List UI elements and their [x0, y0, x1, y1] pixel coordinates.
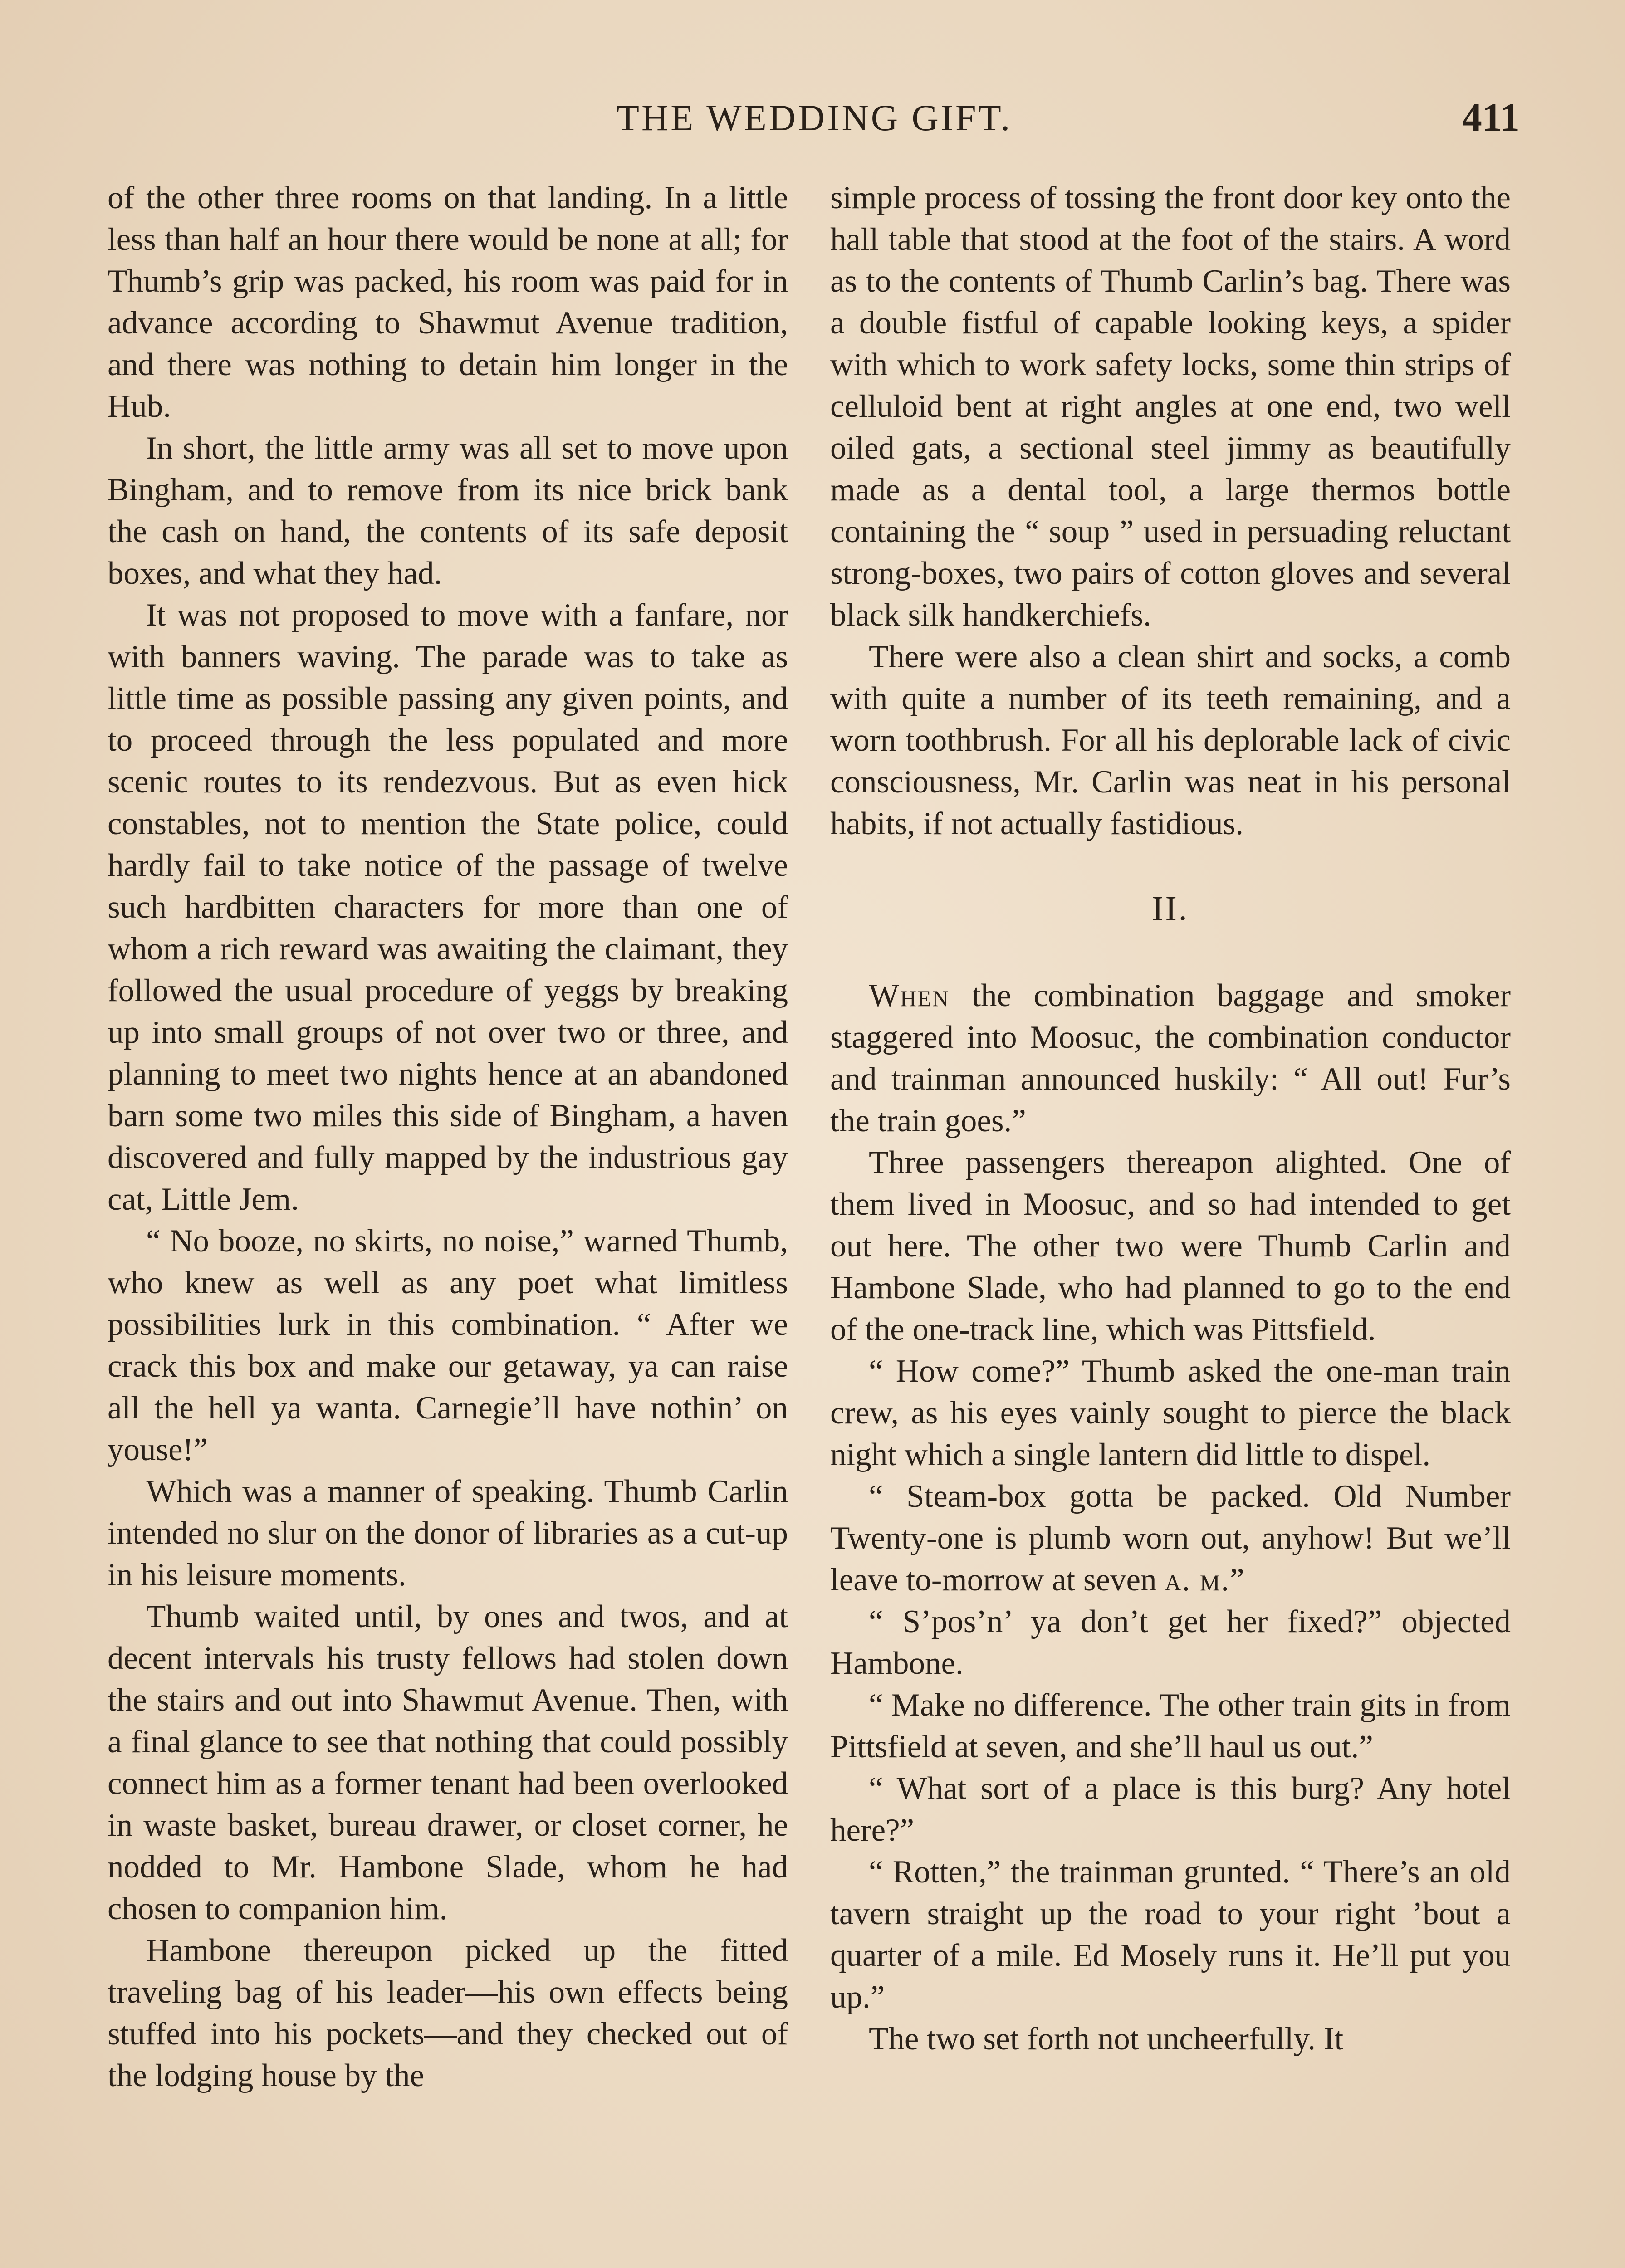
paragraph: In short, the little army was all set to move upon Bingham, and to remove from its nice brick bank the cash on hand, the contents of its safe deposit boxes, and what they had. — [108, 430, 788, 591]
paragraph: Which was a manner of speaking. Thumb Carlin intended no slur on the donor of libraries as a cut-up in his leisure moments. — [108, 1474, 788, 1593]
paragraph — [830, 1476, 1511, 1601]
paragraph: Hambone thereupon picked up the fitted traveling bag of his leader—his own effects being stuffed into his pockets—and they checked out of the lodging house by the — [108, 1933, 788, 2093]
page-header — [109, 91, 1520, 145]
paragraph: The two set forth not uncheerfully. It — [869, 2021, 1344, 2057]
time-abbreviation: a. m. — [1165, 1562, 1230, 1598]
drop-lead-word: When — [869, 978, 950, 1013]
paragraph: “ How come?” Thumb asked the one-man train crew, as his eyes vainly sought to pierce the black night which a single lantern did little to dispel. — [830, 1354, 1511, 1472]
left-column — [108, 177, 788, 2268]
page-number: 411 — [1462, 96, 1520, 140]
paragraph: simple process of tossing the front door key onto the hall table that stood at the foot of the stairs. A word as to the contents of Thumb Carlin’s bag. There was a double fistful of capable looking keys, a spider with which to work safety locks, some thin strips of celluloid bent at right angles at one end, two well oiled gats, a sectional steel jimmy as beautifully made as a dental tool, a large thermos bottle containing the “ soup ” used in persuading reluctant strong-boxes, two pairs of cotton gloves and several black silk handkerchiefs. — [830, 180, 1511, 633]
paragraph: Thumb waited until, by ones and twos, and at decent intervals his trusty fellows had stolen down the stairs and out into Shawmut Avenue. Then, with a final glance to see that nothing that could possibly connect him as a former tenant had been overlooked in waste basket, bureau drawer, or closet corner, he nodded to Mr. Hambone Slade, whom he had chosen to companion him. — [108, 1599, 788, 1926]
paragraph: “ What sort of a place is this burg? Any hotel here?” — [830, 1771, 1511, 1848]
paragraph: It was not proposed to move with a fanfare, nor with banners waving. The parade was to take as little time as possible passing any given points, and to proceed through the less populated and more scenic routes to its rendezvous. But as even hick constables, not to mention the State police, could hardly fail to take notice of the passage of twelve such hardbitten characters for more than one of whom a rich reward was awaiting the claimant, they followed the usual procedure of yeggs by breaking up into small groups of not over two or three, and planning to meet two nights hence at an abandoned barn some two miles this side of Bingham, a haven discovered and fully mapped by the industrious gay cat, Little Jem. — [108, 597, 788, 1217]
paragraph: There were also a clean shirt and socks, a comb with quite a number of its teeth remaining, and a worn toothbrush. For all his deplorable lack of civic consciousness, Mr. Carlin was neat in his personal habits, if not actually fastidious. — [830, 639, 1511, 841]
paragraph: “ S’pos’n’ ya don’t get her fixed?” objected Hambone. — [830, 1604, 1511, 1681]
paragraph: Three passengers thereapon alighted. One of them lived in Moosuc, and so had intended to get out here. The other two were Thumb Carlin and Hambone Slade, who had planned to go to the end of the one-track line, which was Pittsfield. — [830, 1145, 1511, 1347]
section-heading: II. — [1152, 890, 1189, 928]
paragraph-text: the combination baggage and smoker staggered into Moosuc, the combination conductor and trainman announced huskily: “ All out! Fur’s the train goes.” — [830, 978, 1511, 1139]
paragraph — [830, 975, 1511, 1142]
right-column — [830, 177, 1511, 2268]
paragraph-text: “ Steam-box gotta be packed. Old Number Twenty-one is plumb worn out, anyhow! But we’ll leave to-morrow at seven — [830, 1479, 1511, 1598]
paragraph: “ Rotten,” the trainman grunted. “ There’s an old tavern straight up the road to your right ’bout a quarter of a mile. Ed Mosely runs it. He’ll put you up.” — [830, 1854, 1511, 2015]
running-title: THE WEDDING GIFT. — [616, 97, 1013, 138]
paragraph: of the other three rooms on that landing. In a little less than half an hour there would be none at all; for Thumb’s grip was packed, his room was paid for in advance according to Shawmut Avenue tradition, and there was nothing to detain him longer in the Hub. — [108, 180, 788, 424]
closing-quote: ” — [1230, 1562, 1244, 1598]
paragraph: “ Make no difference. The other train gits in from Pittsfield at seven, and she’ll haul us out.” — [830, 1687, 1511, 1765]
paragraph: “ No booze, no skirts, no noise,” warned Thumb, who knew as well as any poet what limitless possibilities lurk in this combination. “ After we crack this box and make our getaway, ya can raise all the hell ya wanta. Carnegie’ll have nothin’ on youse!” — [108, 1223, 788, 1467]
